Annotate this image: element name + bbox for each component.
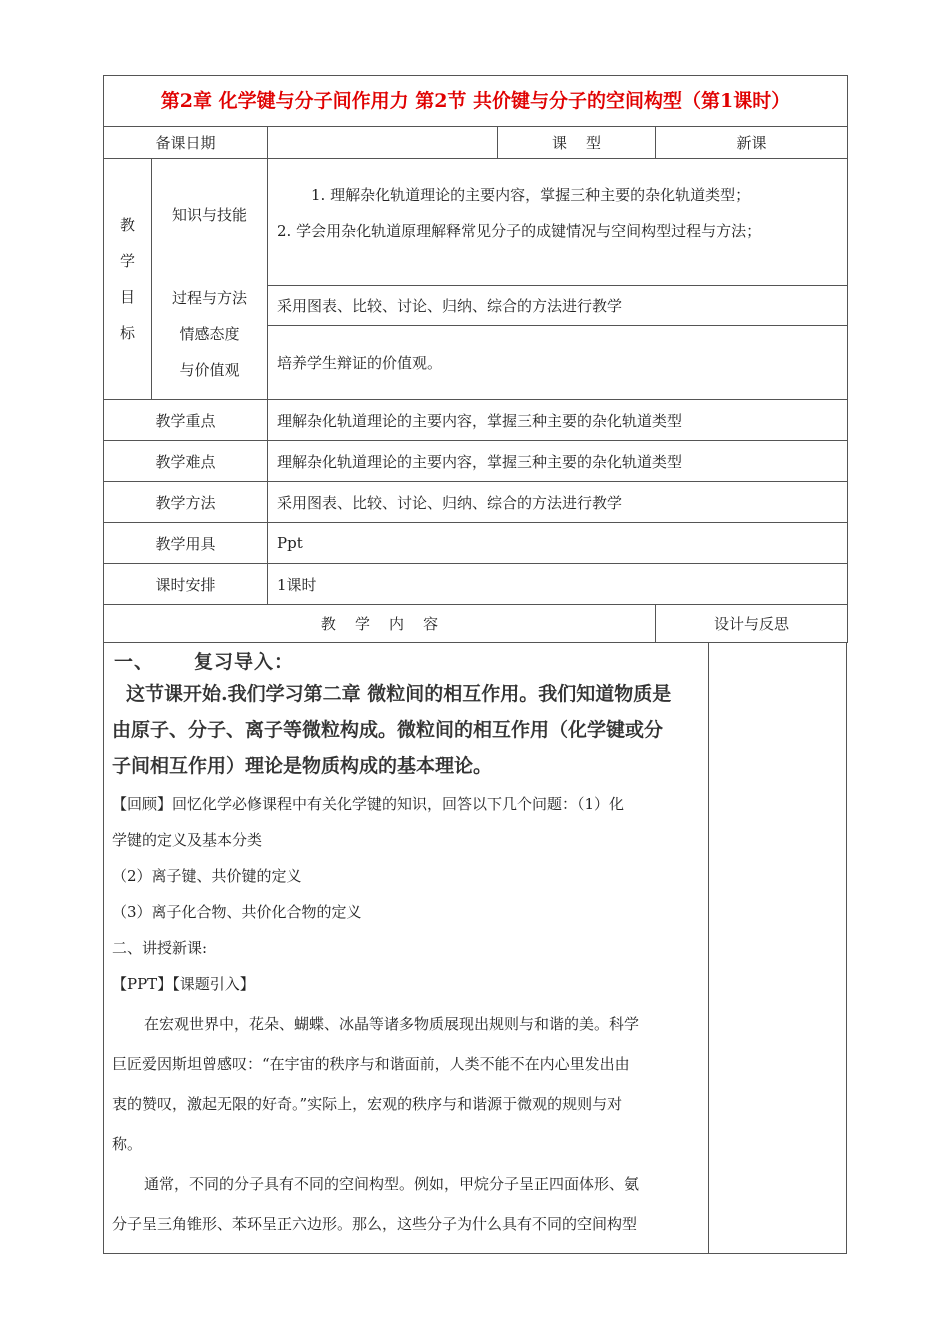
intro-para-line-4: 称。 [112, 1135, 143, 1153]
reflection-header: 设计与反思 [656, 605, 848, 643]
ppt-tag: 【PPT】【课题引入】 [112, 975, 255, 993]
intro-para-line-2: 巨匠爱因斯坦曾感叹：“在宇宙的秩序与和谐面前，人类不能不在内心里发出由 [112, 1055, 630, 1073]
row-label-focus: 教学重点 [104, 400, 268, 441]
prep-date-value [268, 127, 498, 159]
row-value-method: 采用图表、比较、讨论、归纳、综合的方法进行教学 [268, 482, 848, 523]
review-intro-line-1 [112, 676, 704, 712]
review-title: 复习导入： [194, 651, 295, 673]
molecule-para-text-1: 通常，不同的分子具有不同的空间构型。例如，甲烷分子呈正四面体形、氨 [144, 1175, 640, 1193]
review-intro [112, 676, 704, 784]
prep-date-label: 备课日期 [104, 127, 268, 159]
objectives-char-3: 目 [119, 288, 135, 306]
lesson-type-label: 课 型 [498, 127, 656, 159]
row-label-difficulty: 教学难点 [104, 441, 268, 482]
intro-para-line-1 [112, 1006, 704, 1042]
teaching-content [104, 643, 709, 1253]
process-text: 采用图表、比较、讨论、归纳、综合的方法进行教学 [268, 286, 848, 326]
row-value-schedule: 1课时 [268, 564, 848, 605]
review-intro-text-1: 这节课开始.我们学习第二章 微粒间的相互作用。我们知道物质是 [126, 683, 672, 705]
teaching-content-area [103, 643, 847, 1254]
row-value-difficulty: 理解杂化轨道理论的主要内容，掌握三种主要的杂化轨道类型 [268, 441, 848, 482]
lesson-type-value: 新课 [656, 127, 848, 159]
emotion-label-1: 情感态度 [179, 325, 240, 343]
knowledge-cell [268, 159, 848, 286]
molecule-para-line-1 [112, 1166, 704, 1202]
emotion-label-2: 与价值观 [179, 361, 240, 379]
objectives-char-4: 标 [119, 324, 135, 342]
knowledge-label: 知识与技能 [171, 206, 247, 224]
intro-para-line-3: 衷的赞叹，激起无限的好奇。”实际上，宏观的秩序与和谐源于微观的规则与对 [112, 1095, 623, 1113]
objectives-char-1: 教 [119, 216, 135, 234]
objectives-categories [152, 159, 268, 400]
objectives-vertical-label [104, 159, 152, 400]
question-2: （2）离子键、共价键的定义 [112, 867, 302, 885]
molecule-para-line-2: 分子呈三角锥形、苯环呈正六边形。那么，这些分子为什么具有不同的空间构型 [112, 1215, 638, 1233]
review-intro-line-2: 由原子、分子、离子等微粒构成。微粒间的相互作用（化学键或分 [112, 719, 664, 741]
row-value-tools: Ppt [268, 523, 848, 564]
row-value-focus: 理解杂化轨道理论的主要内容，掌握三种主要的杂化轨道类型 [268, 400, 848, 441]
content-header: 教 学 内 容 [104, 605, 656, 643]
lesson-plan-table [103, 75, 848, 643]
knowledge-item-2: 2. 学会用杂化轨道原理解释常见分子的成键情况与空间构型过程与方法； [277, 222, 762, 240]
process-label: 过程与方法 [171, 289, 247, 307]
recall-line-1: 【回顾】回忆化学必修课程中有关化学键的知识，回答以下几个问题：（1）化 [112, 795, 625, 813]
question-3: （3）离子化合物、共价化合物的定义 [112, 903, 362, 921]
knowledge-item-1: 1. 理解杂化轨道理论的主要内容，掌握三种主要的杂化轨道类型； [311, 186, 751, 204]
row-label-tools: 教学用具 [104, 523, 268, 564]
row-label-schedule: 课时安排 [104, 564, 268, 605]
emotion-text: 培养学生辩证的价值观。 [268, 326, 848, 400]
page-title: 第2章 化学键与分子间作用力 第2节 共价键与分子的空间构型（第1课时） [104, 76, 848, 127]
intro-para-text-1: 在宏观世界中，花朵、蝴蝶、冰晶等诸多物质展现出规则与和谐的美。科学 [144, 1015, 640, 1033]
objectives-char-2: 学 [119, 252, 135, 270]
recall-line-2: 学键的定义及基本分类 [112, 831, 263, 849]
row-label-method: 教学方法 [104, 482, 268, 523]
review-number: 一、 [114, 651, 155, 673]
new-lesson-heading: 二、讲授新课: [112, 939, 208, 957]
review-heading [114, 647, 704, 674]
lesson-plan-sheet [103, 75, 847, 1254]
review-intro-line-3: 子间相互作用）理论是物质构成的基本理论。 [112, 755, 493, 777]
